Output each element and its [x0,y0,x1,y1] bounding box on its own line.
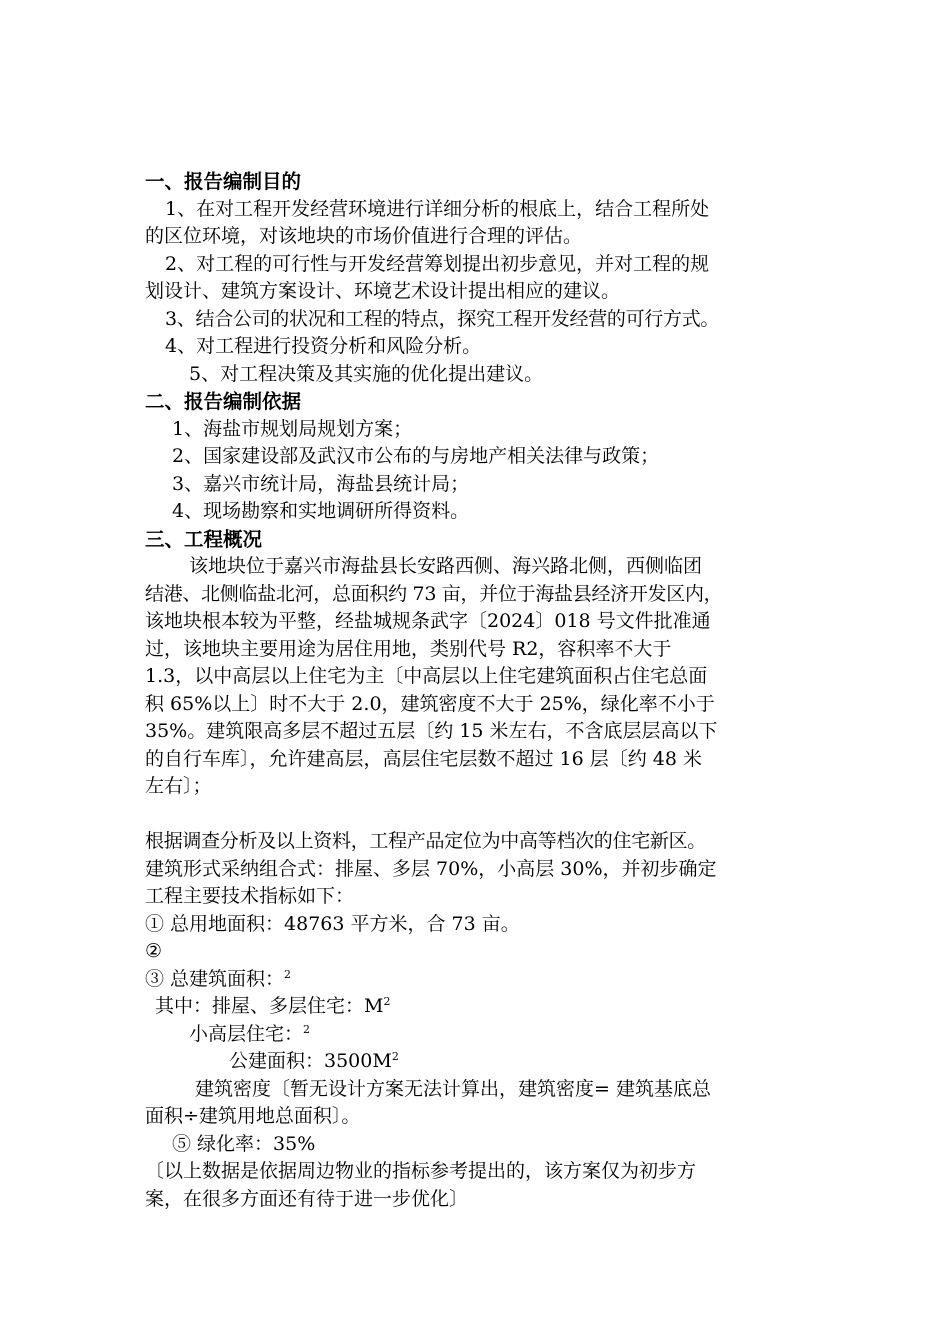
purpose-item-4: 4、对工程进行投资分析和风险分析。 [165,335,482,357]
purpose-item-3: 3、结合公司的状况和工程的特点，探究工程开发经营的可行方式。 [165,307,720,330]
overview-line: 结港、北侧临盐北河，总面积约 73 亩，并位于海盐县经济开发区内， [145,582,723,605]
indicator-total-land-area: ① 总用地面积：48763 平方米，合 73 亩。 [145,912,520,935]
section-2-heading: 二、报告编制依据 [145,390,302,413]
indicator-label: ③ 总建筑面积： [145,967,285,990]
superscript: 2 [303,1022,311,1036]
note-line-1: 〔以上数据是依据周边物业的指标参考提出的，该方案仅为初步方 [145,1160,697,1182]
purpose-item-5: 5、对工程决策及其实施的优化提出建议。 [189,362,544,385]
purpose-item-2-line-1: 2、对工程的可行性与开发经营筹划提出初步意见，并对工程的规 [165,252,710,275]
indicator-label: 公建面积：3500M [229,1050,392,1072]
superscript: 2 [284,967,292,981]
basis-item-3: 3、嘉兴市统计局，海盐县统计局； [172,472,470,495]
basis-item-4: 4、现场勘察和实地调研所得资料。 [172,500,470,522]
basis-item-2: 2、国家建设部及武汉市公布的与房地产相关法律与政策； [172,445,660,467]
indicator-2: ② [145,940,163,962]
building-density-line-1: 建筑密度〔暂无设计方案无法计算出，建筑密度= 建筑基底总 [195,1077,711,1100]
purpose-item-2-line-2: 划设计、建筑方案设计、环境艺术设计提出相应的建议。 [145,280,621,302]
overview-line: 该地块位于嘉兴市海盐县长安路西侧、海兴路北侧，西侧临团 [189,555,703,577]
note-line-2: 案，在很多方面还有待于进一步优化〕 [145,1187,469,1210]
purpose-item-1-line-1: 1、在对工程开发经营环境进行详细分析的根底上，结合工程所处 [165,197,710,220]
indicator-label: 其中：排屋、多层住宅：M [155,995,384,1017]
positioning-line: 建筑形式采纳组合式：排屋、多层 70%，小高层 30%，并初步确定 [145,857,717,880]
section-3-heading: 三、工程概况 [145,527,263,551]
document-body [145,168,815,1213]
overview-line: 积 65%以上〕时不大于 2.0，建筑密度不大于 25%，绿化率不小于 [145,692,715,715]
overview-line: 1.3，以中高层以上住宅为主〔中高层以上住宅建筑面积占住宅总面 [145,665,708,687]
building-density-line-2: 面积÷建筑用地总面积〕。 [145,1105,361,1127]
sub-townhouse-multistory [145,993,815,1021]
superscript: 2 [383,995,391,1008]
indicator-greening-rate: ⑤ 绿化率：35% [172,1132,316,1155]
paragraph-spacer [145,801,815,829]
sub-small-highrise [145,1021,815,1049]
sub-public-building-area [145,1048,815,1076]
positioning-line: 工程主要技术指标如下： [145,885,355,907]
section-1-heading: 一、报告编制目的 [145,170,302,193]
overview-line: 的自行车库〕，允许建高层，高层住宅层数不超过 16 层〔约 48 米 [145,747,703,770]
indicator-label: 小高层住宅： [189,1022,304,1045]
indicator-total-building-area [145,966,815,994]
overview-line: 左右〕； [145,775,212,797]
purpose-item-1-line-2: 的区位环境，对该地块的市场价值进行合理的评估。 [145,225,583,247]
positioning-line: 根据调查分析及以上资料，工程产品定位为中高等档次的住宅新区。 [145,830,707,852]
basis-item-1: 1、海盐市规划局规划方案； [172,417,413,440]
overview-line: 35%。建筑限高多层不超过五层〔约 15 米左右，不含底层层高以下 [145,720,718,742]
overview-line: 过，该地块主要用途为居住用地，类别代号 R2，容积率不大于 [145,637,672,660]
overview-line: 该地块根本较为平整，经盐城规条武字〔2024〕018 号文件批准通 [145,610,711,632]
superscript: 2 [391,1050,399,1063]
